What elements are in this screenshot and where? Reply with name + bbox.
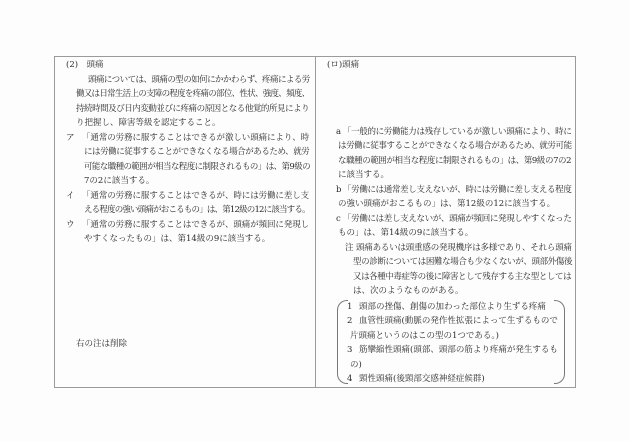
item-line: 「労働には差し支えないが、頭痛が頻回に発現しやすくなった [343,213,572,224]
type-line: 頭部の挫傷、創傷の加わった部位より生ずる疼痛 [359,301,546,312]
intro-line: 頭痛については、頭痛の型の如何にかかわらず、疼痛による労 [88,74,310,85]
intro-line: 働又は日常生活上の支障の程度を疼痛の部位、性状、強度、頻度、 [76,89,310,99]
item-line: 7の2に該当する。 [84,176,155,186]
item-marker: b [336,184,342,195]
item-marker: イ [66,190,75,201]
type-line: 片頭痛というのはこの型の1つである。) [350,330,499,341]
item-marker: c [336,213,341,224]
item-line: 「通常の労務に服することはできるが激しい頭痛により、時 [82,132,310,143]
item-line: は労働に従事することができなくなる場合があるため、就労可能 [338,141,572,151]
item-line: な職種の範囲が相当な程度に制限されるもの」は、第9級の7の2 [338,155,572,166]
item-line: には労働に従事することができなくなる場合があるため、就労 [84,147,310,157]
item-line: 「通常の労務に服することはできるが、時には労働に差し支 [82,190,310,201]
type-marker: 3 [347,345,353,355]
item-line: もの」は、第14級の9に該当する。 [338,228,474,238]
type-line: 頸性頭痛(後頸部交感神経症候群) [359,374,485,384]
item-line: に該当する。 [338,170,390,180]
right-bracket [554,300,565,384]
intro-line: り把握し、障害等級を認定すること。 [76,118,221,128]
item-marker: ウ [66,219,75,230]
headache-types-bracket [337,300,565,384]
note-line: は、次のようなものがある。 [353,286,464,296]
item-line: える程度の強い頭痛がおこるもの」は、第12級の12に該当する。 [84,205,310,215]
intro-line: 持続時間及び日内変動並びに疼痛の原因となる他覚的所見により [76,103,310,114]
item-line: の強い頭痛がおこるもの」は、第12級の12に該当する。 [338,199,556,209]
item-line: やすくなったもの」は、第14級の9に該当する。 [84,234,271,244]
type-marker: 1 [347,301,353,312]
left-bracket [337,300,348,384]
deleted-note: 右の注は削除 [76,338,128,349]
column-divider [315,56,316,388]
note-line: 又は各種中毒症等の後に障害として残存する主な型としては [353,271,572,282]
left-heading: (2) 頭痛 [66,59,104,70]
type-line: 血管性頭痛(動脈の発作性拡張によって生ずるもので [359,316,558,326]
item-line: 「労働には通常差し支えないが、時には労働に差し支える程度 [343,184,572,195]
item-line: 「一般的に労働能力は残存しているが激しい頭痛により、時に [343,126,572,137]
note-line: 型の診断については困難な場合も少なくないが、頭部外傷後 [353,257,573,267]
type-line: 筋攣縮性頭痛(頭部、頭部の筋より疼痛が発生するも [359,345,558,355]
right-heading: (ロ)頭痛 [327,59,360,70]
item-line: 「通常の労務に服することはできるが、頭痛が頻回に発現し [82,219,310,230]
note-line: 頭痛あるいは頭重感の発現機序は多様であり、それら頭痛 [356,242,572,253]
type-marker: 2 [347,316,353,326]
item-line: 可能な職種の範囲が相当な程度に制限されるもの」は、第9級の [84,161,311,172]
note-marker: 注 [345,242,354,253]
item-marker: ア [66,132,75,143]
item-marker: a [336,126,342,137]
type-line: の) [350,359,362,370]
type-marker: 4 [347,374,353,384]
